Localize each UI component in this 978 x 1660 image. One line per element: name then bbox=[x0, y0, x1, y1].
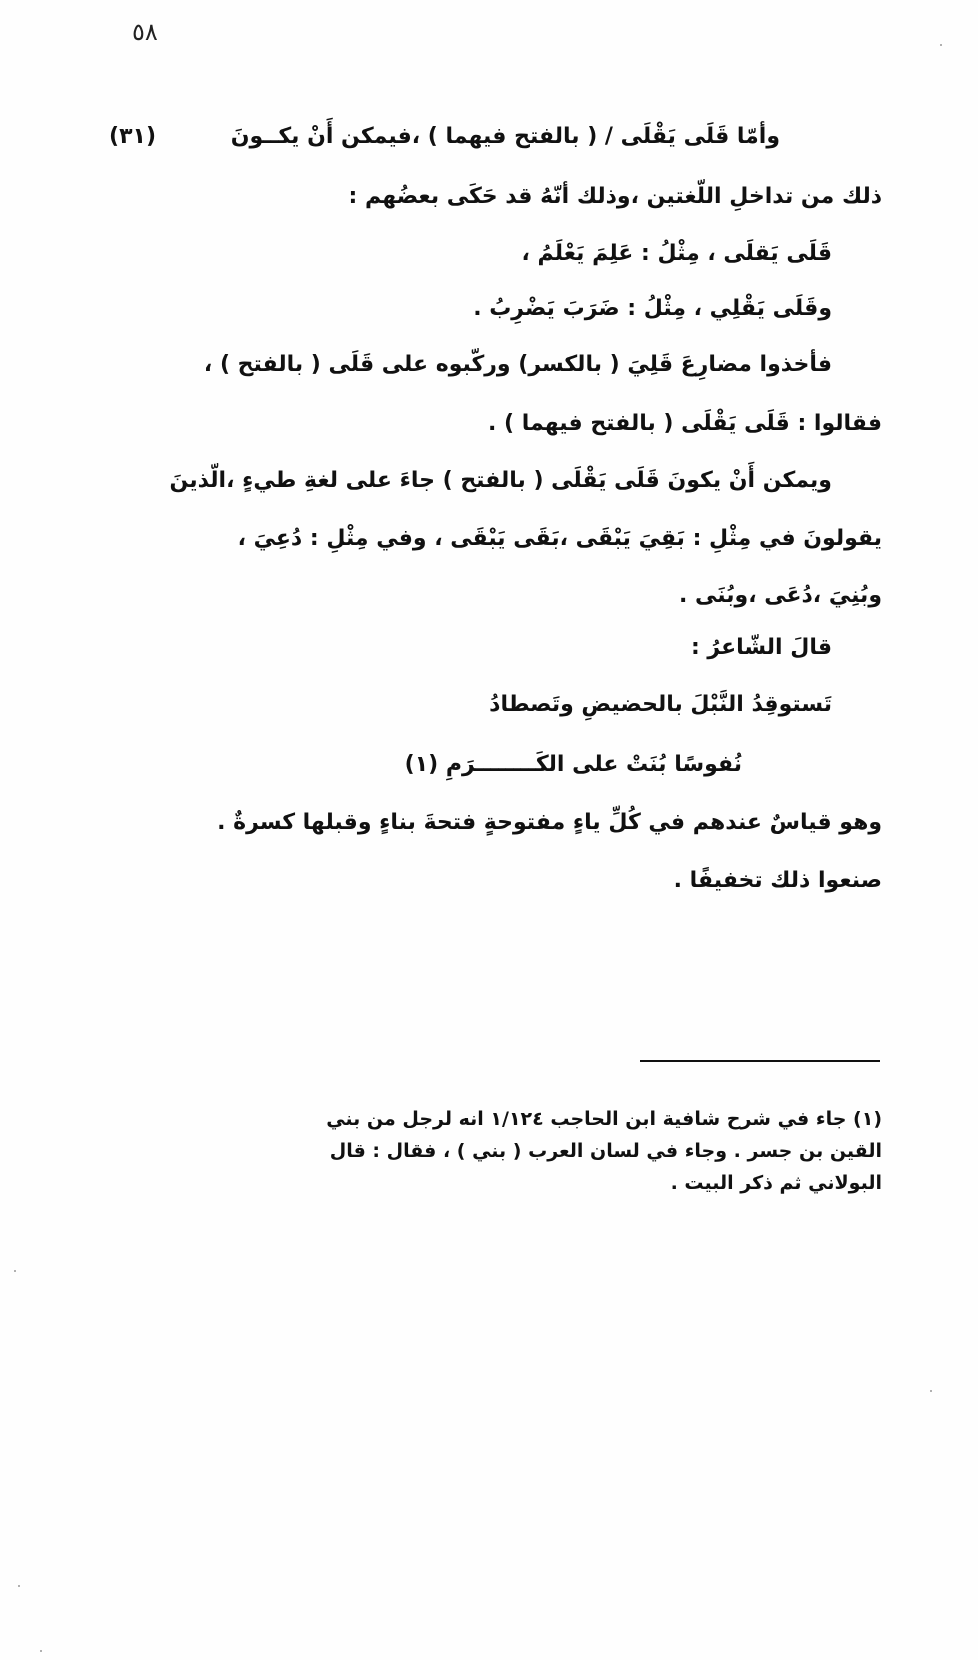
body-line: وهو قياسٌ عندهم في كُلِّ ياءٍ مفتوحةٍ فتحةَ بناءٍ وقبلها كسرةٌ . bbox=[217, 810, 882, 835]
body-line: ويمكن أَنْ يكونَ قَلَى يَقْلَى ( بالفتح ) جاءَ على لغةِ طيءٍ ،الّذينَ bbox=[169, 468, 832, 493]
body-line: صنعوا ذلك تخفيفًا . bbox=[673, 868, 882, 893]
scan-speck bbox=[18, 1585, 20, 1587]
footnote-line: البولاني ثم ذكر البيت . bbox=[670, 1172, 882, 1194]
scan-speck bbox=[930, 1390, 932, 1392]
body-line: قَلَى يَقلَى ، مِثْلُ : عَلِمَ يَعْلَمُ ، bbox=[521, 241, 832, 266]
body-line: ذلك من تداخلِ اللّغتين ،وذلك أنّهُ قد حَكَى بعضُهم : bbox=[348, 184, 882, 209]
body-line: وبُنِيَ ،دُعَى ،وبُنَى . bbox=[679, 583, 882, 608]
footnote-separator bbox=[640, 1060, 880, 1062]
verse-line: تَستوقِدُ النَّبْلَ بالحضيضِ وتَصطادُ bbox=[489, 692, 832, 717]
footnote-line: (١) جاء في شرح شافية ابن الحاجب ١/١٢٤ انه لرجل من بني bbox=[326, 1108, 882, 1130]
footnote-line: القين بن جسر . وجاء في لسان العرب ( بني ) ، فقال : قال bbox=[329, 1140, 882, 1162]
scan-speck bbox=[14, 1270, 16, 1272]
scan-speck bbox=[40, 1650, 42, 1652]
verse-line: نُفوسًا بُنَتْ على الكَــــــــرَمِ (١) bbox=[404, 752, 742, 777]
page-number: ٥٨ bbox=[132, 18, 158, 46]
body-line: وأمّا قَلَى يَقْلَى / ( بالفتح فيهما ) ،فيمكن أَنْ يكــونَ bbox=[230, 124, 780, 149]
body-line: يقولونَ في مِثْلِ : بَقِيَ يَبْقَى ،بَقَى يَبْقَى ، وفي مِثْلِ : دُعِيَ ، bbox=[237, 526, 882, 551]
body-line: فأخذوا مضارِعَ قَلِيَ ( بالكسر) وركّبوه على قَلَى ( بالفتح ) ، bbox=[203, 352, 832, 377]
body-line: فقالوا : قَلَى يَقْلَى ( بالفتح فيهما ) . bbox=[488, 411, 882, 436]
verse-intro: قالَ الشّاعرُ : bbox=[690, 635, 832, 660]
scan-speck bbox=[940, 44, 942, 46]
body-line: وقَلَى يَقْلِي ، مِثْلُ : ضَرَبَ يَضْرِبُ . bbox=[473, 296, 832, 321]
section-number: (٣١) bbox=[109, 124, 156, 149]
